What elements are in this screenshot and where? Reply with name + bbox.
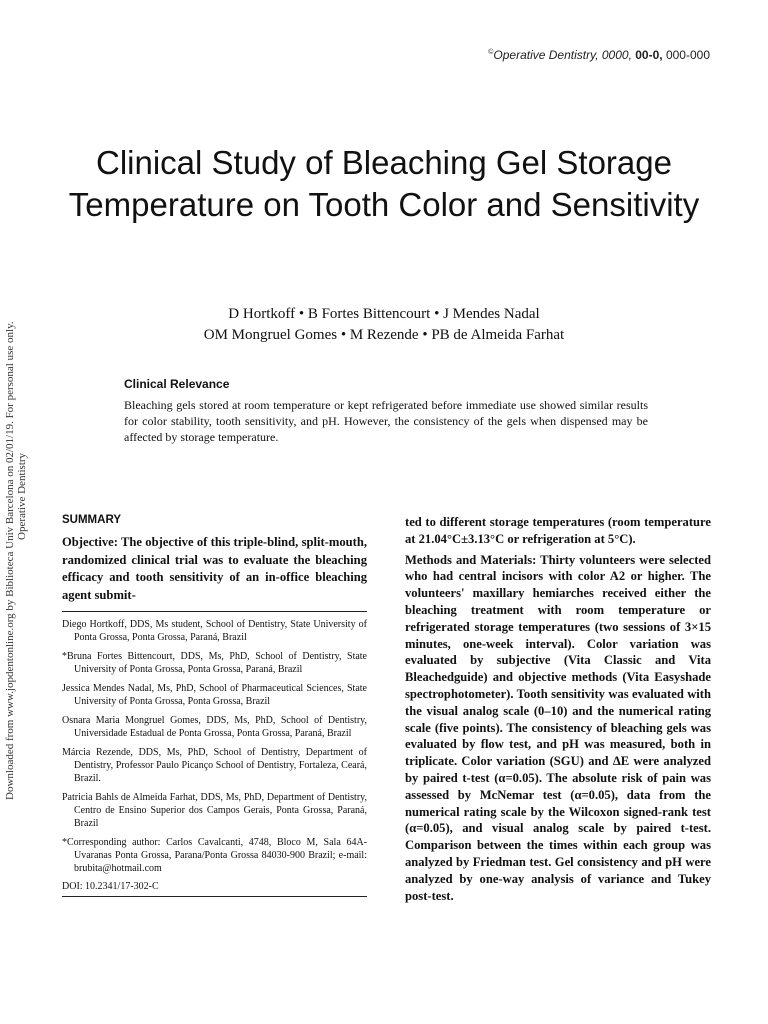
download-notice: Downloaded from www.jopdentonline.org by Biblioteca Univ Barcelona on 02/01/19. For personal use only. [4,321,16,800]
author-line-2: OM Mongruel Gomes • M Rezende • PB de Almeida Farhat [203,327,565,343]
journal-reference [488,48,710,62]
affiliation-list [62,618,367,875]
author-list [60,304,708,346]
affiliation-item: Osnara Maria Mongruel Gomes, DDS, Ms, PhD, School of Dentistry, Universidade Estadual de Ponta Grossa, Ponta Grossa, Paraná, Brazil [62,715,367,739]
abstract-methods: Methods and Materials: Thirty volunteers were selected who had central incisors with color A2 or higher. The volunteers' maxillary hemiarches received either the bleaching treatment with room temperature or refrigerated storage temperatures (two sessions of 3×15 minutes, one-week interval). Color variation was evaluated by subjective (Vita Classic and Vita Bleachedguide) and objective methods (Vita Easyshade spectrophotometer). Tooth sensitivity was evaluated with the visual analog scale (0–10) and the numerical rating scale (five points). The consistency of bleaching gels was evaluated by flow test, and pH was measured, both in triplicate. Color variation (SGU) and ΔE were analyzed by paired t-test (α=0.05). The absolute risk of pain was assessed by McNemar test (α=0.05), data from the numerical rating scale by the Wilcoxon signed-rank test (α=0.05), and visual analog scale by paired t-test. Comparison between the times within each group was analyzed by Friedman test. Gel consistency and pH were analyzed by one-way analysis of variance and Tukey post-test. [405,552,711,903]
corresponding-author: *Corresponding author: Carlos Cavalcanti, 4748, Bloco M, Sala 64A-Uvaranas Ponta Grossa, Parana/Ponta Grossa 84030-900 Brazil; e-mail: brubita@hotmail.com [62,837,367,874]
abstract-objective: Objective: The objective of this triple-blind, split-mouth, randomized clinical trial was to evaluate the bleaching efficacy and tooth sensitivity of an in-office bleaching agent submit- [62,535,367,602]
left-column [62,514,367,897]
clinical-relevance-text: Bleaching gels stored at room temperature or kept refrigerated before immediate use showed similar results for color stability, tooth sensitivity, and pH. However, the consistency of the gels when dispensed may be affected by storage temperature. [124,398,648,444]
copyright-symbol: © [488,49,494,56]
clinical-relevance [124,377,648,445]
affiliation-item: Márcia Rezende, DDS, Ms, PhD, School of Dentistry, Department of Dentistry, Professor Paulo Picanço School of Dentistry, Fortaleza, Ceará, Brazil. [62,747,367,784]
clinical-relevance-heading: Clinical Relevance [124,377,230,391]
journal-volume: 00-0, [635,48,663,62]
article-title: Clinical Study of Bleaching Gel Storage Temperature on Tooth Color and Sensitivity [68,144,700,223]
watermark-journal: Operative Dentistry [16,452,28,540]
doi: DOI: 10.2341/17-302-C [62,881,159,892]
download-watermark [4,230,44,800]
journal-pages: 000-000 [665,48,710,62]
journal-name: Operative Dentistry, 0000, [493,48,632,62]
affiliation-item: Patricia Bahls de Almeida Farhat, DDS, Ms, PhD, Department of Dentistry, Centro de Ensino Superior dos Campos Gerais, Ponta Grossa, Paraná, Brazil [62,792,367,829]
author-line-1: D Hortkoff • B Fortes Bittencourt • J Mendes Nadal [228,306,540,322]
abstract-objective-continued: ted to different storage temperatures (room temperature at 21.04°C±3.13°C or refrigeration at 5°C). [405,515,711,546]
bottom-divider [62,896,367,897]
affiliation-item: Diego Hortkoff, DDS, Ms student, School of Dentistry, State University of Ponta Grossa, Ponta Grossa, Paraná, Brazil [62,619,367,643]
footnote-divider [62,611,367,612]
affiliation-item: *Bruna Fortes Bittencourt, DDS, Ms, PhD, School of Dentistry, State University of Ponta Grossa, Ponta Grossa, Paraná, Brazil [62,651,367,675]
summary-heading: SUMMARY [62,514,121,526]
affiliation-item: Jessica Mendes Nadal, Ms, PhD, School of Pharmaceutical Sciences, State University of Ponta Grossa, Ponta Grossa, Brazil [62,683,367,707]
right-column [405,514,711,908]
